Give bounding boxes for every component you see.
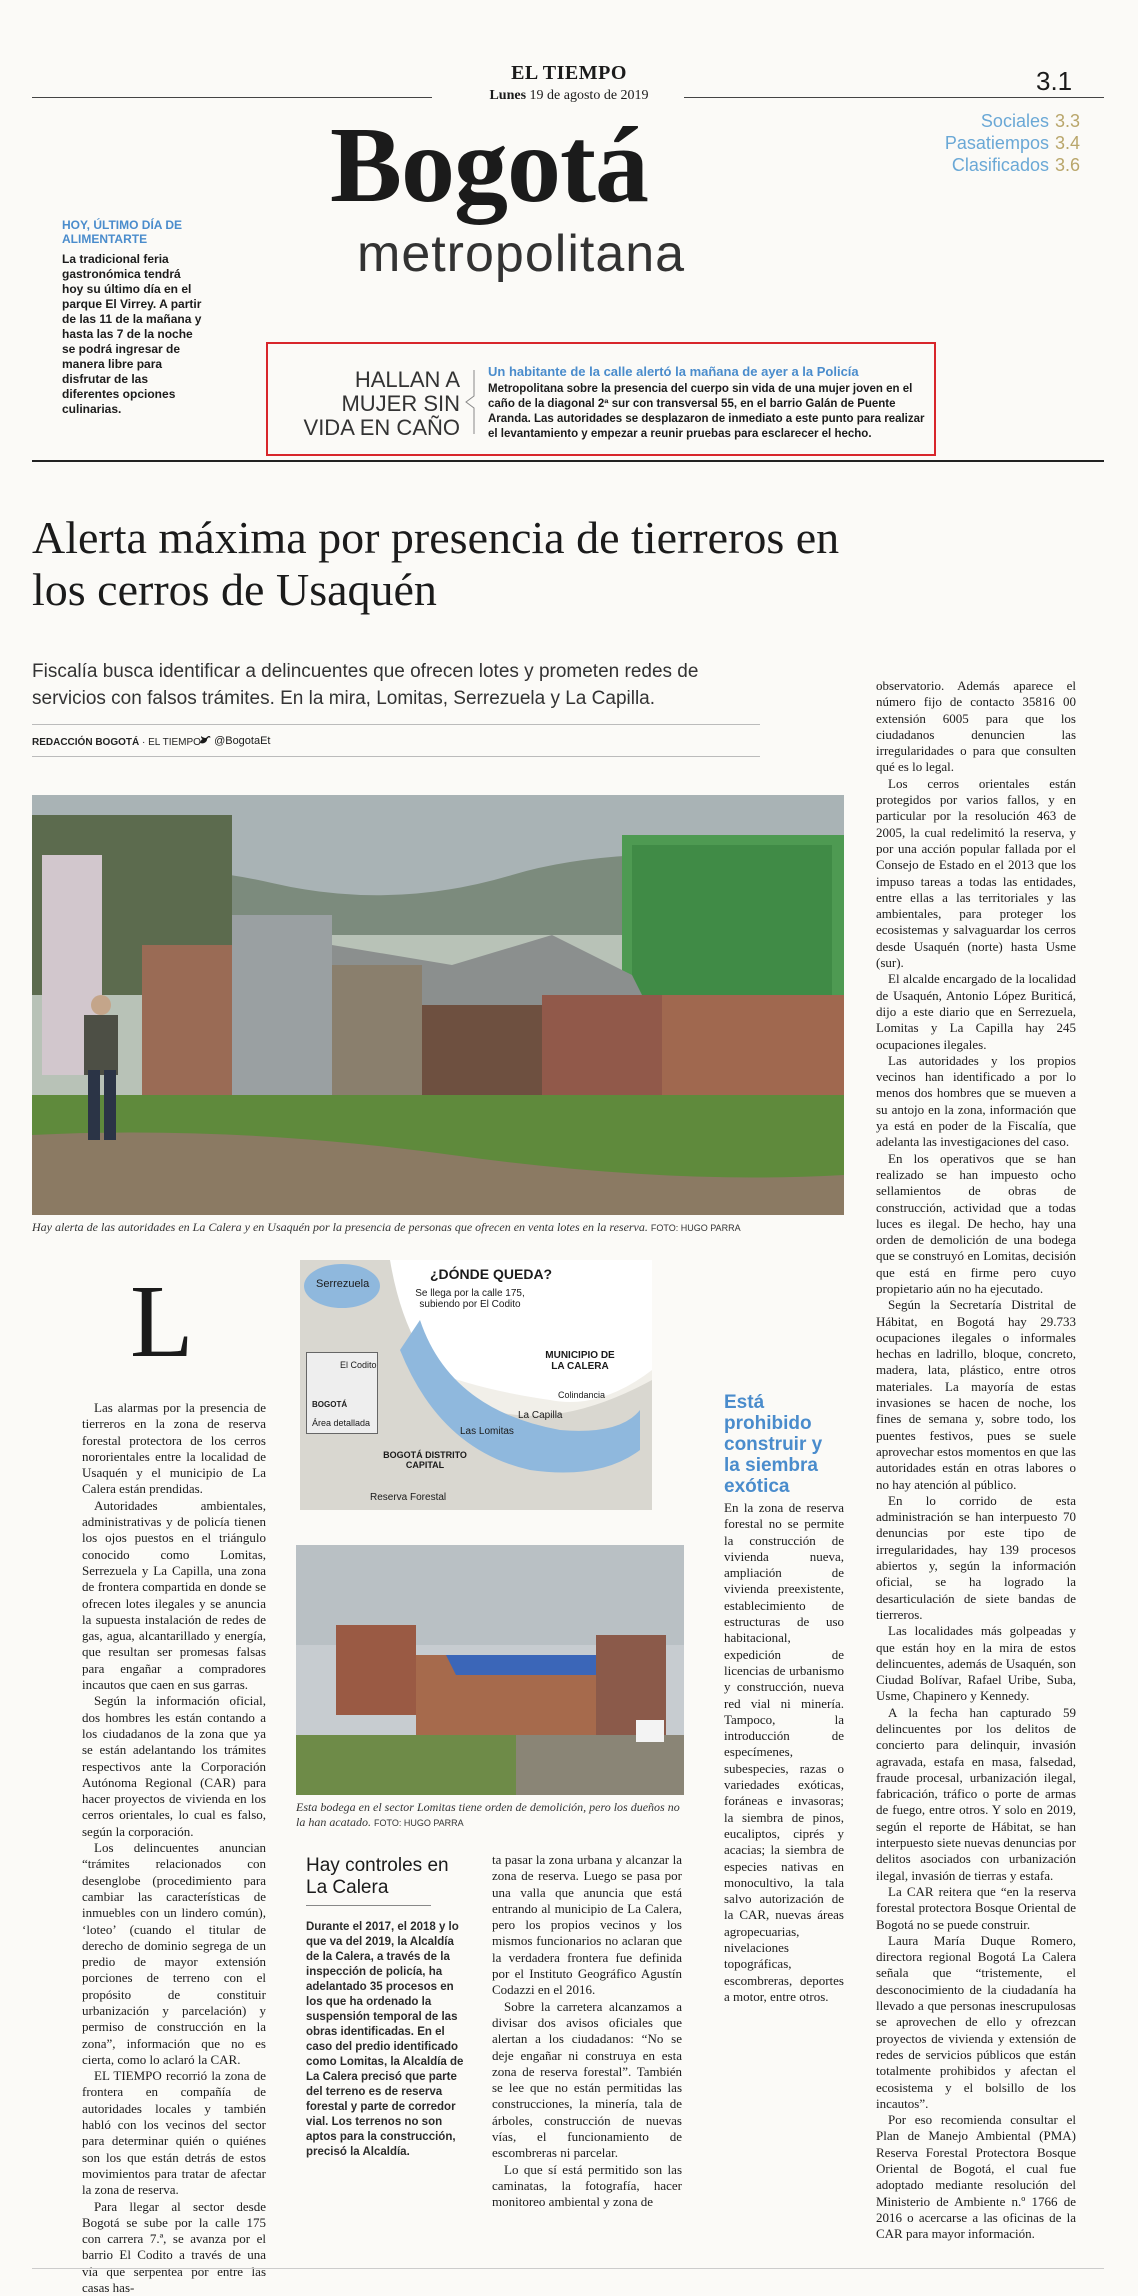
map-note: Se llega por la calle 175, subiendo por El Codito [415,1288,525,1310]
main-photo [32,795,844,1215]
twitter-icon [200,736,211,745]
map-label-la-capilla: La Capilla [518,1410,563,1421]
article-column-1: Las alarmas por la presencia de tierreros en la zona de reserva forestal protectora de los cerros nororientales entre la localidad de Usaquén y el municipio de La Calera están prendidas. Autoridades ambientales, administrativas y de policía tienen los ojos puestos en el triángulo conocido como Lomitas, Serrezuela y La Capilla, una zona de frontera compartida en donde se ofrecen lotes ilegales y se anuncia la supuesta instalación de redes de gas, agua, alcantarillado y energía, que resultan ser promesas falsas para engañar a compradores incautos que caen en sus garras. Según la información oficial, dos hombres les están contando a los ciudadanos de la zona que ya se están adelantando los trámites respectivos ante la Corporación Autónoma Regional (CAR) para hacer proyectos de vivienda en los cerros orientales, lo cual es falso, según la corporación. Los delincuentes anuncian “trámites relacionados con desenglobe (procedimiento para cambiar las características de inmuebles con un lindero común), ‘loteo’ (cuando el titular de derecho de dominio segrega de un predio de mayor extensión porciones de terreno con el propósito de constituir urbanización y parcelación) y permiso de construcción en la zona”, información que no es cierta, como lo aclaró la CAR. EL TIEMPO recorrió la zona de frontera en compañía de autoridades locales y también habló con los vecinos del sector para determinar quién o quiénes son los que están detrás de estos movimientos para tratar de afectar la zona de reserva. Para llegar al sector desde Bogotá se sube por la calle 175 con carrera 7.ª, se avanza por el barrio El Codito a través de una vía que serpentea por entre las casas has- [82,1400,266,2296]
section-divider [32,460,1104,462]
news-brief-lead: Un habitante de la calle alertó la mañana de ayer a la Policía [488,364,859,379]
masthead-rule [32,97,432,98]
side-brief-body: La tradicional feria gastronómica tendrá hoy su último día en el parque El Virrey. A partir de las 11 de la mañana y hasta las 7 de la noche se podrá ingresar de manera libre para disfrutar de las diferentes opciones culinarias. [62,252,202,416]
map-label-area-detallada: Área detallada [312,1418,371,1428]
brief-bracket-icon [464,370,476,434]
byline-rule-bottom [32,756,760,757]
date-weekday: Lunes [489,88,527,103]
main-photo-caption: Hay alerta de las autoridades en La Calera y en Usaquén por la presencia de personas que ofrecen en venta lotes en la reserva. FOTO: HUGO PARRA [32,1220,741,1234]
news-brief-body: Metropolitana sobre la presencia del cuerpo sin vida de una mujer joven en el caño de la diagonal 2ª sur con transversal 55, en el barrio Galán de Puente Aranda. Las autoridades se desplazaron de inmediato a este punto para realizar el levantamiento y empezar a reunir pruebas para esclarecer el hecho. [488,383,925,440]
sidebox-heading: Está prohibido construir y la siembra exótica [724,1392,823,1497]
drop-cap: L [130,1264,194,1379]
twitter-handle[interactable]: @BogotaEt [200,735,271,747]
article-headline: Alerta máxima por presencia de tierreros en los cerros de Usaquén [32,512,840,615]
article-column-4: observatorio. Además aparece el número fijo de contacto 35816 00 extensión 6005 para que los ciudadanos denuncien las irregularidades o para que consulten qué es lo legal. Los cerros orientales están protegidos por varios fallos, y en particular por la resolución 463 de 2005, la cual redelimitó la reserva, y por una acción popular fallada por el Consejo de Estado en el 2013 que los impuso tareas a todas las entidades, entre ellas a las territoriales y las ambientales, para proteger los ecosistemas y salvaguardar los cerros desde Usaquén (norte) hasta Usme (sur). El alcalde encargado de la localidad de Usaquén, Antonio López Buriticá, dijo a este diario que en Serrezuela, Lomitas y La Capilla hay 245 ocupaciones ilegales. Las autoridades y los propios vecinos han identificado a por lo menos dos hombres que se mueven a su antojo en la zona, información que ya está en poder de la Fiscalía, que adelanta las investigaciones del caso. En los operativos que se han realizado se han impuesto ocho sellamientos de obras de construcción, actividad que a todas luces es ilegal. De hecho, hay una orden de demolición de una bodega que se construyó en Lomitas, decisión que está en firme pero cuyo propietario aún no ha ejecutado. Según la Secretaría Distrital de Hábitat, en Bogotá hay 29.733 ocupaciones ilegales o informales hechas en ladrillo, bloque, concreto, madera, lata, plástico, entre otros materiales. La mayoría de estas invasiones se hacen de noche, los fines de semana y, sobre todo, los puentes festivos, pues se suele aprovechar estos momentos en que las autoridades están en otras labores o no hay atención al público. En lo corrido de esta administración se han interpuesto 70 denuncias por este tipo de irregularidades, hay 139 procesos abiertos y, según la información oficial, se ha logrado la desarticulación de siete bandas de tierreros. Las localidades más golpeadas y que están hoy en la mira de estos delincuentes, además de Usaquén, son Ciudad Bolívar, Rafael Uribe, Suba, Usme, Chapinero y Kennedy. A la fecha han capturado 59 delincuentes por los delitos de concierto para delinquir, invasión agravada, estafa en masa, falsedad, fraude procesal, urbanización ilegal, fabricación, tráfico o porte de armas de fuego, entre otros. Y solo en 2019, según el reporte de Hábitat, se han interpuesto siete nuevas denuncias por delitos asociados con urbanización ilegal, invasión de tierras y estafa. La CAR reitera que “en la reserva forestal protectora Bosque Oriental de Bogotá no se puede construir. Laura María Duque Romero, directora regional Bogotá La Calera señala que “tristemente, el desconocimiento de la ciudadanía ha llevado a que personas inescrupulosas se aprovechen de ello y ofrezcan proyectos de vivienda y extensión de redes de servicios públicos que están totalmente prohibidos y afectan el ecosistema y el bolsillo de los incautos”. Por eso recomienda consultar el Plan de Manejo Ambiental (PMA) Reserva Forestal Protectora Bosque Oriental de Bogotá, el cual fue adoptado mediante resolución del Ministerio de Ambiente n.º 1766 de 2016 o acercarse a las oficinas de la CAR para mayor información. [876,678,1076,2242]
box-body: Durante el 2017, el 2018 y lo que va del 2019, la Alcaldía de la Calera, a través de la inspección de policía, ha adelantado 35 procesos en los que ha ordenado la suspensión temporal de las obras identificadas. En el caso del predio identificado como Lomitas, la Alcaldía de La Calera precisó que parte del terreno es de reserva forestal y parte de corredor vial. Los terrenos no son aptos para la construcción, precisó la Alcaldía. [306,1921,464,2158]
map-title: ¿DÓNDE QUEDA? [430,1266,553,1282]
location-map [300,1260,652,1510]
page-number: 3.1 [1036,66,1073,96]
map-label-serrezuela: Serrezuela [316,1278,370,1290]
article-deck: Fiscalía busca identificar a delincuentes que ofrecen lotes y prometen redes de servicios con falsos trámites. En la mira, Lomitas, Serrezuela y La Capilla. [32,661,699,709]
box-rule [306,1905,431,1906]
map-label-municipio: MUNICIPIO DE LA CALERA [545,1350,615,1372]
map-label-bogota-dc: BOGOTÁ DISTRITO CAPITAL [383,1450,467,1470]
warehouse-photo [296,1545,684,1795]
page-bottom-rule [32,2268,1104,2269]
nav-item-sociales[interactable]: Sociales 3.3 [980,111,1080,131]
nav-item-clasificados[interactable]: Clasificados 3.6 [951,155,1080,175]
map-label-las-lomitas: Las Lomitas [460,1426,514,1437]
byline: REDACCIÓN BOGOTÁ · EL TIEMPO [32,737,201,748]
box-heading: Hay controles en La Calera [306,1855,449,1898]
warehouse-photo-caption: Esta bodega en el sector Lomitas tiene orden de demolición, pero los dueños no la han acatado. FOTO: HUGO PARRA [296,1800,680,1829]
byline-rule-top [32,724,760,725]
edition-date [0,88,1138,104]
masthead-rule-right [684,97,1104,98]
section-title: Bogotá [330,106,648,225]
date-text: 19 de agosto de 2019 [526,88,649,103]
side-brief-heading: HOY, ÚLTIMO DÍA DE ALIMENTARTE [62,218,182,246]
sidebox-body: En la zona de reserva forestal no se permite la construcción de vivienda nueva, ampliación de vivienda preexistente, establecimiento de estructuras de uso habitacional, expedición de licencias de urbanismo y construcción, nueva red vial ni minería. Tampoco, la introducción de especímenes, subespecies, razas o variedades exóticas, foráneas e invasoras; la siembra de pinos, eucaliptos, ciprés y acacias; la siembra de especies nativas en monocultivo, la tala salvo autorización de la CAR, nuevas áreas agropecuarias, nivelaciones topográficas, escombreras, deportes a motor, entre otros. [724,1500,844,2004]
map-label-bogota-inset: BOGOTÁ [312,1400,348,1409]
map-label-reserva: Reserva Forestal [370,1492,447,1503]
map-label-el-codito: El Codito [340,1360,377,1370]
map-label-colindancia: Colindancia [558,1390,606,1400]
newspaper-brand: EL TIEMPO [511,62,627,84]
section-subtitle: metropolitana [357,225,686,283]
nav-item-pasatiempos[interactable]: Pasatiempos 3.4 [944,133,1080,153]
section-index [880,110,1080,176]
article-column-3: ta pasar la zona urbana y alcanzar la zona de reserva. Luego se pasa por una valla que anuncia que está entrando al municipio de La Calera, pero los propios vecinos y los mismos funcionarios no aclaran que la verdadera frontera fue definida por el Instituto Geográfico Agustín Codazzi en el 2016. Sobre la carretera alcanzamos a divisar dos avisos oficiales que alertan a los ciudadanos: “No se deje engañar ni construya en esta zona de reserva forestal”. También se lee que no están permitidas las construcciones, la minería, tala de árboles, construcción de nuevas vías, el funcionamiento de escombreras ni parcelar. Lo que sí está permitido son las caminatas, la fotografía, hacer monitoreo ambiental y zona de [492,1852,682,2210]
news-brief-title: HALLAN A MUJER SIN VIDA EN CAÑO [303,367,460,440]
